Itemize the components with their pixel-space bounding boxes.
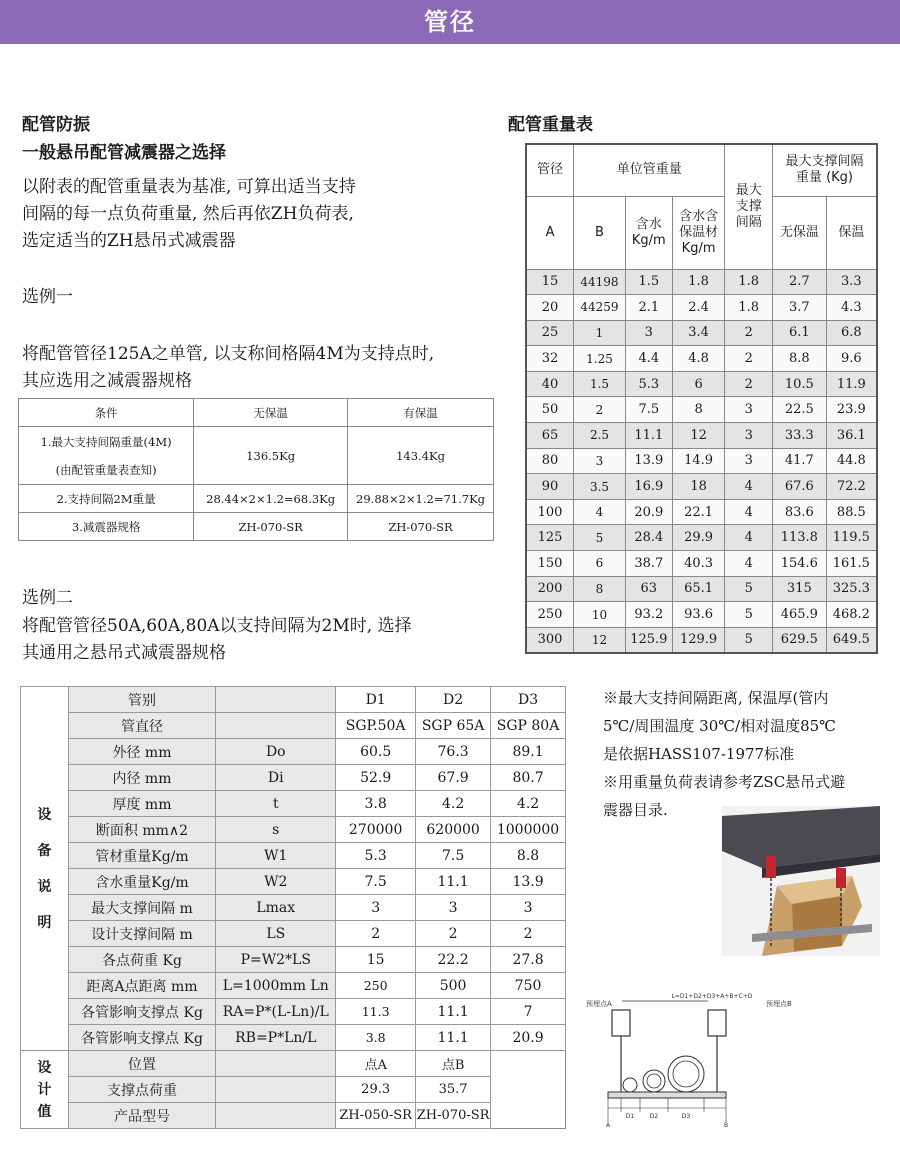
weight-table-cell: 15 (526, 269, 574, 295)
device-table-cell: 250 (336, 973, 416, 999)
weight-table-cell: 1 (574, 320, 626, 346)
cond-row2-ins: 29.88×2×1.2=71.7Kg (348, 485, 494, 513)
device-table-cell: 3 (491, 895, 566, 921)
heading-selection: 一般悬吊配管减震器之选择 (22, 143, 226, 163)
weight-table-cell: 13.9 (625, 448, 672, 474)
weight-table-cell: 36.1 (826, 423, 877, 449)
example2-title: 选例二 (22, 588, 73, 608)
weight-table-cell: 12 (672, 423, 725, 449)
example2-text (22, 613, 512, 667)
weight-table-cell: 80 (526, 448, 574, 474)
device-table-cell: RA=P*(L-Ln)/L (216, 999, 336, 1025)
weight-table-cell: 44198 (574, 269, 626, 295)
device-table-cell (216, 713, 336, 739)
weight-table-cell: 150 (526, 551, 574, 577)
wt-header-maxgap: 最大 支撑 间隔 (725, 144, 773, 269)
device-table-cell: SGP 65A (416, 713, 491, 739)
cond-row2-noins: 28.44×2×1.2=68.3Kg (194, 485, 348, 513)
weight-table-cell: 90 (526, 474, 574, 500)
weight-table-row (526, 499, 877, 525)
device-row-label: 断面积 mm∧2 (68, 817, 216, 843)
wt-header-maxweight: 最大支撑间隔 重量 (Kg) (772, 144, 877, 196)
weight-table-cell: 4.8 (672, 346, 725, 372)
device-table-cell: 76.3 (416, 739, 491, 765)
weight-table-cell: 129.9 (672, 627, 725, 653)
weight-table-cell: 32 (526, 346, 574, 372)
device-section-char: 说 (37, 878, 52, 895)
example1-line: 其应选用之减震器规格 (22, 371, 192, 391)
weight-table-cell: 1.8 (672, 269, 725, 295)
device-table-cell: 27.8 (491, 947, 566, 973)
weight-table-cell: 1.5 (574, 371, 626, 397)
device-table-cell: 270000 (336, 817, 416, 843)
device-table-cell (216, 687, 336, 713)
device-table-cell: 750 (491, 973, 566, 999)
cond-row2-label: 2.支持间隔2M重量 (19, 485, 194, 513)
device-table-cell: W1 (216, 843, 336, 869)
design-row-label: 产品型号 (68, 1103, 216, 1129)
device-table-row (21, 921, 566, 947)
example1-line: 将配管管径125A之单管, 以支称间格隔4M为支持点时, (22, 344, 435, 364)
weight-table-cell: 4.4 (625, 346, 672, 372)
weight-table-cell: 2.4 (672, 295, 725, 321)
weight-table-cell: 4 (725, 551, 773, 577)
wt-header-water: 含水 Kg/m (625, 196, 672, 269)
device-table-cell: LS (216, 921, 336, 947)
weight-table-cell: 5.3 (625, 371, 672, 397)
schematic-dim-d1: D1 (625, 1113, 635, 1120)
weight-table-cell: 44.8 (826, 448, 877, 474)
weight-table-cell: 1.8 (725, 295, 773, 321)
weight-table-cell: 5 (574, 525, 626, 551)
device-row-label: 外径 mm (68, 739, 216, 765)
device-table-cell: D3 (491, 687, 566, 713)
device-table-cell: 2 (416, 921, 491, 947)
weight-table-cell: 40 (526, 371, 574, 397)
weight-table-cell: 6.8 (826, 320, 877, 346)
design-value-row (21, 1077, 566, 1103)
design-section-char: 设 (37, 1059, 52, 1076)
weight-table-cell: 2 (725, 346, 773, 372)
device-table-cell: 11.1 (416, 1025, 491, 1051)
weight-table-cell: 9.6 (826, 346, 877, 372)
schematic-right-label: 预埋点B (766, 1000, 792, 1008)
design-table-cell (216, 1103, 336, 1129)
wt-header-ins: 保温 (826, 196, 877, 269)
weight-table-cell: 2 (574, 397, 626, 423)
weight-table-cell: 3 (574, 448, 626, 474)
weight-table-cell: 20 (526, 295, 574, 321)
weight-table-cell: 200 (526, 576, 574, 602)
device-table-cell: 52.9 (336, 765, 416, 791)
weight-table-cell: 65 (526, 423, 574, 449)
intro-line: 间隔的每一点负荷重量, 然后再依ZH负荷表, (22, 204, 354, 224)
weight-table-cell: 3.7 (772, 295, 826, 321)
device-table-row (21, 817, 566, 843)
weight-table-row (526, 525, 877, 551)
device-table-cell: P=W2*LS (216, 947, 336, 973)
schematic-dim-d2: D2 (649, 1113, 659, 1120)
weight-table-cell: 8 (672, 397, 725, 423)
device-row-label: 设计支撑间隔 m (68, 921, 216, 947)
weight-table-cell: 8 (574, 576, 626, 602)
weight-table-cell: 4 (574, 499, 626, 525)
weight-table-cell: 468.2 (826, 602, 877, 628)
device-table-cell: SGP 80A (491, 713, 566, 739)
weight-table-cell: 88.5 (826, 499, 877, 525)
weight-table-cell: 2.1 (625, 295, 672, 321)
pipe-weight-table (525, 143, 878, 654)
device-table-cell: t (216, 791, 336, 817)
weight-table-cell: 465.9 (772, 602, 826, 628)
device-table-cell: 7 (491, 999, 566, 1025)
cond-row1-ins: 143.4Kg (348, 427, 494, 485)
device-table-cell: 3 (416, 895, 491, 921)
device-table-row (21, 869, 566, 895)
intro-line: 选定适当的ZH悬吊式减震器 (22, 231, 236, 251)
cond-row1-label-a: 1.最大支持间隔重量(4M) (40, 434, 172, 449)
schematic-end-b: B (723, 1122, 729, 1128)
weight-table-cell: 649.5 (826, 627, 877, 653)
example2-line: 其通用之悬吊式减震器规格 (22, 643, 226, 663)
weight-table-cell: 161.5 (826, 551, 877, 577)
device-table-cell: 67.9 (416, 765, 491, 791)
design-value-row (21, 1051, 566, 1077)
device-table-cell: 2 (491, 921, 566, 947)
intro-paragraph (22, 174, 502, 255)
design-section-label (21, 1051, 69, 1129)
design-row-label: 支撑点荷重 (68, 1077, 216, 1103)
weight-table-cell: 4 (725, 474, 773, 500)
weight-table-cell: 2.5 (574, 423, 626, 449)
cond-row1-noins: 136.5Kg (194, 427, 348, 485)
schematic-top-label: L=D1+D2+D3+A+B+C+D (671, 993, 753, 1000)
weight-table-cell: 12 (574, 627, 626, 653)
device-table-cell: 3.8 (336, 1025, 416, 1051)
device-table-cell: RB=P*Ln/L (216, 1025, 336, 1051)
weight-table-cell: 41.7 (772, 448, 826, 474)
weight-table-cell: 18 (672, 474, 725, 500)
device-table-cell: 1000000 (491, 817, 566, 843)
device-row-label: 内径 mm (68, 765, 216, 791)
weight-table-cell: 3 (725, 423, 773, 449)
weight-table-cell: 63 (625, 576, 672, 602)
weight-table-row (526, 320, 877, 346)
device-table-cell: L=1000mm Ln (216, 973, 336, 999)
weight-table-row (526, 295, 877, 321)
device-table-cell: 11.3 (336, 999, 416, 1025)
weight-table-cell: 629.5 (772, 627, 826, 653)
device-spec-table (20, 686, 566, 1129)
weight-table-cell: 38.7 (625, 551, 672, 577)
weight-table-cell: 3 (625, 320, 672, 346)
device-table-body (21, 687, 566, 1129)
weight-table-cell: 22.1 (672, 499, 725, 525)
weight-table-cell: 2 (725, 371, 773, 397)
wt-header-a: A (526, 196, 574, 269)
device-table-row (21, 1025, 566, 1051)
weight-table-cell: 5 (725, 602, 773, 628)
weight-table-cell: 2 (725, 320, 773, 346)
device-row-label: 管直径 (68, 713, 216, 739)
wt-header-unit: 单位管重量 (574, 144, 725, 196)
design-section-char: 计 (37, 1081, 52, 1098)
example2-line: 将配管管径50A,60A,80A以支持间隔为2M时, 选择 (22, 616, 412, 636)
weight-table-cell: 3.3 (826, 269, 877, 295)
device-table-cell: Lmax (216, 895, 336, 921)
device-section-char: 备 (37, 842, 52, 859)
weight-table-row (526, 627, 877, 653)
weight-table-cell: 67.6 (772, 474, 826, 500)
cond-row3-ins: ZH-070-SR (348, 513, 494, 541)
heading-vibration: 配管防振 (22, 115, 90, 135)
weight-table-cell: 250 (526, 602, 574, 628)
design-table-cell (216, 1077, 336, 1103)
weight-table-cell: 20.9 (625, 499, 672, 525)
weight-table-cell: 3 (725, 448, 773, 474)
device-row-label: 各管影响支撑点 Kg (68, 999, 216, 1025)
device-table-cell: 620000 (416, 817, 491, 843)
cond-row1-label-b: (由配管重量表查知) (55, 462, 157, 477)
device-section-char: 明 (37, 914, 52, 931)
weight-table-cell: 4 (725, 499, 773, 525)
weight-table-cell: 65.1 (672, 576, 725, 602)
weight-table-cell: 93.6 (672, 602, 725, 628)
device-row-label: 最大支撑间隔 m (68, 895, 216, 921)
weight-table-cell: 4.3 (826, 295, 877, 321)
weight-table-cell: 1.8 (725, 269, 773, 295)
design-table-cell (216, 1051, 336, 1077)
weight-table-cell: 11.1 (625, 423, 672, 449)
weight-table-cell: 154.6 (772, 551, 826, 577)
device-table-cell: W2 (216, 869, 336, 895)
weight-table-row (526, 576, 877, 602)
weight-table-cell: 119.5 (826, 525, 877, 551)
weight-table-row (526, 602, 877, 628)
note-line: ※用重量负荷表请参考ZSC悬吊式避 (603, 773, 846, 791)
design-blank-cell (491, 1051, 566, 1077)
weight-table-cell: 100 (526, 499, 574, 525)
page-title-banner (0, 0, 900, 44)
device-row-label: 各点荷重 Kg (68, 947, 216, 973)
weight-table-cell: 83.6 (772, 499, 826, 525)
device-table-row (21, 973, 566, 999)
weight-table-cell: 125 (526, 525, 574, 551)
weight-table-cell: 3 (725, 397, 773, 423)
weight-table-cell: 2.7 (772, 269, 826, 295)
note-line: 震器目录. (603, 801, 668, 819)
device-table-cell: 3 (336, 895, 416, 921)
device-table-row (21, 739, 566, 765)
cond-row1-label (19, 427, 194, 485)
device-table-cell: 7.5 (416, 843, 491, 869)
device-table-cell: 4.2 (491, 791, 566, 817)
cond-header-ins: 有保温 (348, 399, 494, 427)
weight-table-cell: 3.4 (672, 320, 725, 346)
device-table-row (21, 843, 566, 869)
weight-table-row (526, 474, 877, 500)
device-table-cell: 500 (416, 973, 491, 999)
weight-table-cell: 16.9 (625, 474, 672, 500)
design-value-row (21, 1103, 566, 1129)
weight-table-title: 配管重量表 (508, 115, 593, 135)
weight-table-cell: 44259 (574, 295, 626, 321)
device-table-cell: 60.5 (336, 739, 416, 765)
design-section-char: 值 (37, 1103, 52, 1120)
weight-table-cell: 10 (574, 602, 626, 628)
weight-table-cell: 5 (725, 576, 773, 602)
weight-table-cell: 25 (526, 320, 574, 346)
device-table-cell: Di (216, 765, 336, 791)
weight-table-cell: 1.25 (574, 346, 626, 372)
weight-table-cell: 125.9 (625, 627, 672, 653)
device-table-cell: 13.9 (491, 869, 566, 895)
weight-table-cell: 29.9 (672, 525, 725, 551)
device-row-label: 距离A点距离 mm (68, 973, 216, 999)
device-row-label: 管材重量Kg/m (68, 843, 216, 869)
device-row-label: 管别 (68, 687, 216, 713)
device-table-row (21, 999, 566, 1025)
device-table-row (21, 687, 566, 713)
weight-table-row (526, 397, 877, 423)
schematic-end-a: A (605, 1122, 611, 1128)
cond-header-noins: 无保温 (194, 399, 348, 427)
device-table-cell: 80.7 (491, 765, 566, 791)
weight-table-cell: 325.3 (826, 576, 877, 602)
weight-table-cell: 3.5 (574, 474, 626, 500)
weight-table-cell: 113.8 (772, 525, 826, 551)
device-table-cell: 2 (336, 921, 416, 947)
weight-table-cell: 5 (725, 627, 773, 653)
hanger-illustration (722, 806, 880, 956)
device-table-cell: SGP.50A (336, 713, 416, 739)
design-row-label: 位置 (68, 1051, 216, 1077)
note-line: ※最大支持间隔距离, 保温厚(管内 (603, 689, 829, 707)
device-table-cell: 7.5 (336, 869, 416, 895)
device-table-row (21, 895, 566, 921)
example1-title: 选例一 (22, 287, 73, 307)
wt-header-b: B (574, 196, 626, 269)
wt-header-water-ins: 含水含 保温材 Kg/m (672, 196, 725, 269)
device-table-cell: 20.9 (491, 1025, 566, 1051)
device-table-cell: D2 (416, 687, 491, 713)
condition-table (18, 398, 494, 541)
device-table-cell: 5.3 (336, 843, 416, 869)
schematic-dim-d3: D3 (681, 1113, 691, 1120)
weight-table-cell: 300 (526, 627, 574, 653)
weight-table-cell: 7.5 (625, 397, 672, 423)
note-line: 5℃/周围温度 30℃/相对温度85℃ (603, 717, 836, 735)
weight-table-cell: 22.5 (772, 397, 826, 423)
weight-table-cell: 315 (772, 576, 826, 602)
device-table-cell: D1 (336, 687, 416, 713)
weight-table-row (526, 423, 877, 449)
schematic-left-label: 预埋点A (586, 1000, 612, 1008)
device-table-cell: 11.1 (416, 999, 491, 1025)
weight-table-cell: 33.3 (772, 423, 826, 449)
device-table-cell: Do (216, 739, 336, 765)
note-line: 是依据HASS107-1977标准 (603, 745, 795, 763)
weight-table-cell: 11.9 (826, 371, 877, 397)
cond-row3-noins: ZH-070-SR (194, 513, 348, 541)
weight-table-cell: 28.4 (625, 525, 672, 551)
weight-table-cell: 72.2 (826, 474, 877, 500)
weight-table-cell: 1.5 (625, 269, 672, 295)
wt-header-noins: 无保温 (772, 196, 826, 269)
design-table-cell: 点A (336, 1051, 416, 1077)
device-table-row (21, 791, 566, 817)
design-table-cell: 29.3 (336, 1077, 416, 1103)
weight-table-row (526, 269, 877, 295)
device-row-label: 厚度 mm (68, 791, 216, 817)
weight-table-cell: 8.8 (772, 346, 826, 372)
weight-table-cell: 6.1 (772, 320, 826, 346)
device-table-row (21, 713, 566, 739)
design-table-cell: 35.7 (416, 1077, 491, 1103)
device-table-cell: 89.1 (491, 739, 566, 765)
weight-table-cell: 50 (526, 397, 574, 423)
device-table-cell: 15 (336, 947, 416, 973)
device-row-label: 各管影响支撑点 Kg (68, 1025, 216, 1051)
weight-table-row (526, 346, 877, 372)
wt-header-pipe: 管径 (526, 144, 574, 196)
weight-table-cell: 10.5 (772, 371, 826, 397)
device-table-row (21, 765, 566, 791)
weight-table-cell: 4 (725, 525, 773, 551)
page-title: 管径 (424, 8, 476, 36)
weight-table-body (526, 269, 877, 653)
weight-table-row (526, 371, 877, 397)
weight-table-cell: 6 (672, 371, 725, 397)
design-table-cell: ZH-050-SR (336, 1103, 416, 1129)
design-table-cell: ZH-070-SR (416, 1103, 491, 1129)
device-table-cell: 22.2 (416, 947, 491, 973)
notes-block (603, 684, 893, 824)
device-section-label (21, 687, 69, 1051)
weight-table-row (526, 448, 877, 474)
device-table-cell: 11.1 (416, 869, 491, 895)
intro-line: 以附表的配管重量表为基准, 可算出适当支持 (22, 177, 356, 197)
device-table-cell: 8.8 (491, 843, 566, 869)
weight-table-cell: 93.2 (625, 602, 672, 628)
device-row-label: 含水重量Kg/m (68, 869, 216, 895)
cond-header-condition: 条件 (19, 399, 194, 427)
device-table-cell: 3.8 (336, 791, 416, 817)
weight-table-cell: 40.3 (672, 551, 725, 577)
weight-table-cell: 14.9 (672, 448, 725, 474)
cond-row3-label: 3.减震器规格 (19, 513, 194, 541)
example1-text (22, 341, 512, 395)
device-table-cell: 4.2 (416, 791, 491, 817)
weight-table-cell: 6 (574, 551, 626, 577)
weight-table-row (526, 551, 877, 577)
device-section-char: 设 (37, 806, 52, 823)
design-blank-cell (491, 1077, 566, 1103)
weight-table-cell: 23.9 (826, 397, 877, 423)
device-table-row (21, 947, 566, 973)
support-schematic (582, 986, 882, 1128)
device-table-cell: s (216, 817, 336, 843)
design-blank-cell (491, 1103, 566, 1129)
design-table-cell: 点B (416, 1051, 491, 1077)
